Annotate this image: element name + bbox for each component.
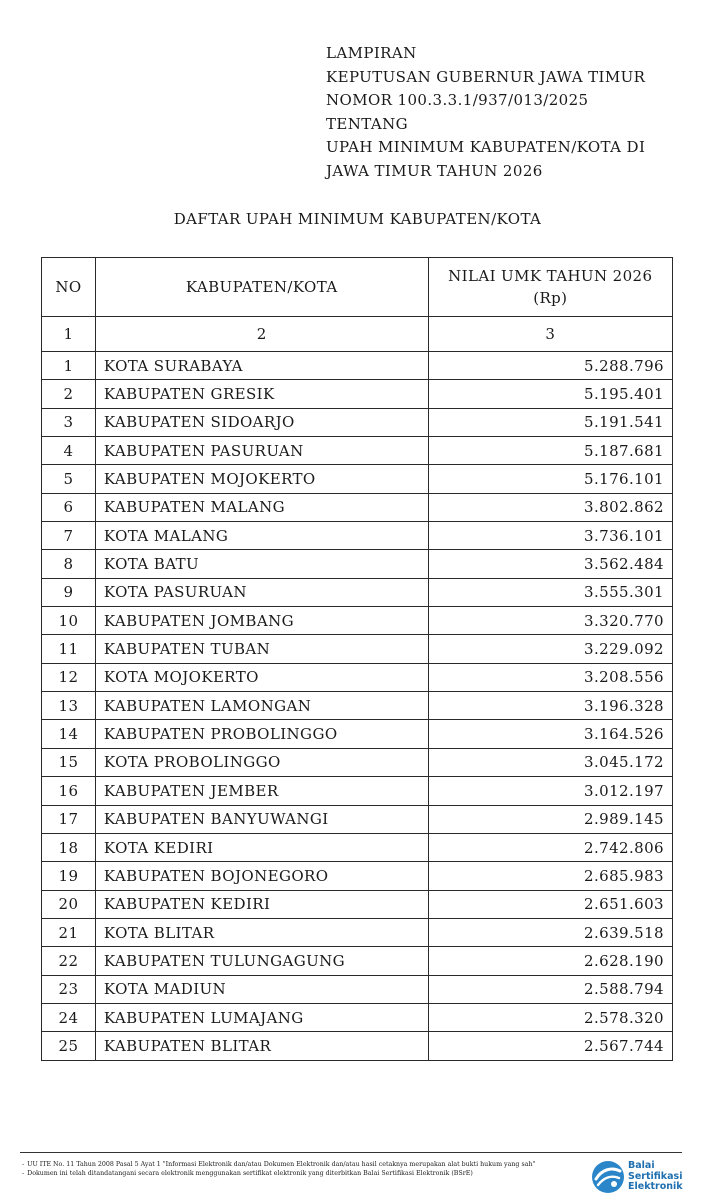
umk-value: 2.989.145 (428, 805, 672, 833)
region-name: KOTA KEDIRI (95, 833, 428, 861)
umk-value: 3.045.172 (428, 748, 672, 776)
umk-value: 3.208.556 (428, 663, 672, 691)
bsre-logo-line: Balai (628, 1160, 655, 1171)
row-number: 16 (42, 777, 96, 805)
column-header-value (428, 258, 672, 317)
umk-value: 3.802.862 (428, 493, 672, 521)
region-name: KABUPATEN BLITAR (95, 1032, 428, 1060)
row-number: 7 (42, 522, 96, 550)
column-header-value-title: NILAI UMK TAHUN 2026 (448, 267, 653, 285)
umk-value: 2.742.806 (428, 833, 672, 861)
row-number: 20 (42, 890, 96, 918)
region-name: KOTA MALANG (95, 522, 428, 550)
umk-table (41, 257, 673, 1061)
region-name: KABUPATEN LUMAJANG (95, 1003, 428, 1031)
row-number: 13 (42, 692, 96, 720)
region-name: KABUPATEN TULUNGAGUNG (95, 947, 428, 975)
row-number: 11 (42, 635, 96, 663)
region-name: KOTA BLITAR (95, 918, 428, 946)
table-row (42, 352, 673, 380)
region-name: KABUPATEN PASURUAN (95, 437, 428, 465)
column-number: 3 (428, 317, 672, 352)
umk-value: 3.320.770 (428, 607, 672, 635)
row-number: 22 (42, 947, 96, 975)
table-row (42, 437, 673, 465)
table-row (42, 550, 673, 578)
row-number: 17 (42, 805, 96, 833)
table-body (42, 352, 673, 1061)
column-header-no: NO (42, 258, 96, 317)
umk-value: 2.578.320 (428, 1003, 672, 1031)
region-name: KOTA MOJOKERTO (95, 663, 428, 691)
region-name: KABUPATEN GRESIK (95, 380, 428, 408)
umk-value: 2.651.603 (428, 890, 672, 918)
footer-note: - UU ITE No. 11 Tahun 2008 Pasal 5 Ayat 1 "Informasi Elektronik dan/atau Dokumen Elektronik dan/atau hasil cetaknya merupakan alat bukti hukum yang sah" (22, 1161, 536, 1168)
umk-value: 5.191.541 (428, 408, 672, 436)
table-row (42, 947, 673, 975)
row-number: 3 (42, 408, 96, 436)
region-name: KABUPATEN BANYUWANGI (95, 805, 428, 833)
region-name: KABUPATEN TUBAN (95, 635, 428, 663)
column-number-row (42, 317, 673, 352)
region-name: KABUPATEN JOMBANG (95, 607, 428, 635)
table-row (42, 890, 673, 918)
table-row (42, 635, 673, 663)
umk-value: 2.685.983 (428, 862, 672, 890)
table-row (42, 663, 673, 691)
table-row (42, 522, 673, 550)
row-number: 25 (42, 1032, 96, 1060)
row-number: 4 (42, 437, 96, 465)
table-row (42, 918, 673, 946)
region-name: KOTA BATU (95, 550, 428, 578)
umk-value: 5.195.401 (428, 380, 672, 408)
row-number: 18 (42, 833, 96, 861)
umk-value: 3.012.197 (428, 777, 672, 805)
footer-notes (22, 1160, 535, 1178)
region-name: KABUPATEN SIDOARJO (95, 408, 428, 436)
table-row (42, 833, 673, 861)
row-number: 6 (42, 493, 96, 521)
umk-value: 2.628.190 (428, 947, 672, 975)
document-title: DAFTAR UPAH MINIMUM KABUPATEN/KOTA (173, 210, 542, 228)
row-number: 24 (42, 1003, 96, 1031)
umk-value: 5.187.681 (428, 437, 672, 465)
row-number: 19 (42, 862, 96, 890)
row-number: 14 (42, 720, 96, 748)
umk-value: 3.164.526 (428, 720, 672, 748)
bsre-logo-line: Elektronik (628, 1181, 683, 1192)
table-row (42, 1032, 673, 1060)
header-line-lampiran: LAMPIRAN (326, 44, 417, 62)
table-row (42, 862, 673, 890)
region-name: KOTA MADIUN (95, 975, 428, 1003)
footer-note: - Dokumen ini telah ditandatangani secara elektronik menggunakan sertifikat elektronik yang diterbitkan Balai Sertifikasi Elektronik (BSrE) (22, 1170, 473, 1177)
umk-value: 3.229.092 (428, 635, 672, 663)
footer-divider (20, 1152, 682, 1153)
row-number: 2 (42, 380, 96, 408)
document-header (326, 42, 645, 183)
table-row (42, 805, 673, 833)
bsre-logo-text (628, 1161, 683, 1193)
row-number: 10 (42, 607, 96, 635)
umk-value: 5.176.101 (428, 465, 672, 493)
region-name: KABUPATEN JEMBER (95, 777, 428, 805)
column-header-name: KABUPATEN/KOTA (95, 258, 428, 317)
table-row (42, 748, 673, 776)
table-row (42, 720, 673, 748)
header-line-nomor: NOMOR 100.3.3.1/937/013/2025 (326, 91, 589, 109)
table-row (42, 607, 673, 635)
table-row (42, 692, 673, 720)
table-row (42, 465, 673, 493)
region-name: KOTA PROBOLINGGO (95, 748, 428, 776)
umk-value: 3.562.484 (428, 550, 672, 578)
table-row (42, 975, 673, 1003)
header-line-tentang: TENTANG (326, 114, 409, 133)
umk-value: 2.567.744 (428, 1032, 672, 1060)
table-header-row (42, 258, 673, 317)
table-row (42, 493, 673, 521)
region-name: KABUPATEN LAMONGAN (95, 692, 428, 720)
umk-value: 3.736.101 (428, 522, 672, 550)
bsre-logo-line: Sertifikasi (628, 1170, 683, 1182)
region-name: KOTA PASURUAN (95, 578, 428, 606)
column-header-value-unit: (Rp) (533, 289, 568, 307)
region-name: KABUPATEN KEDIRI (95, 890, 428, 918)
table-row (42, 777, 673, 805)
region-name: KOTA SURABAYA (95, 352, 428, 380)
bsre-logo (590, 1157, 690, 1197)
row-number: 1 (42, 352, 96, 380)
bsre-logo-icon (590, 1159, 626, 1195)
umk-value: 2.588.794 (428, 975, 672, 1003)
region-name: KABUPATEN MOJOKERTO (95, 465, 428, 493)
row-number: 15 (42, 748, 96, 776)
header-line-keputusan: KEPUTUSAN GUBERNUR JAWA TIMUR (326, 67, 646, 86)
row-number: 12 (42, 663, 96, 691)
footer-note-text: UU ITE No. 11 Tahun 2008 Pasal 5 Ayat 1 "Informasi Elektronik dan/atau Dokumen Elektronik dan/atau hasil cetaknya merupakan alat bukti hukum yang sah" (27, 1161, 536, 1168)
row-number: 9 (42, 578, 96, 606)
table-row (42, 1003, 673, 1031)
column-number: 1 (42, 317, 96, 352)
row-number: 5 (42, 465, 96, 493)
header-line-subject-1: UPAH MINIMUM KABUPATEN/KOTA DI (326, 138, 646, 156)
umk-value: 3.196.328 (428, 692, 672, 720)
umk-value: 5.288.796 (428, 352, 672, 380)
table-row (42, 380, 673, 408)
row-number: 23 (42, 975, 96, 1003)
footer-note-text: Dokumen ini telah ditandatangani secara elektronik menggunakan sertifikat elektronik yang diterbitkan Balai Sertifikasi Elektronik (BSrE) (27, 1170, 473, 1177)
column-number: 2 (95, 317, 428, 352)
umk-value: 3.555.301 (428, 578, 672, 606)
table-row (42, 578, 673, 606)
row-number: 21 (42, 918, 96, 946)
region-name: KABUPATEN PROBOLINGGO (95, 720, 428, 748)
region-name: KABUPATEN BOJONEGORO (95, 862, 428, 890)
row-number: 8 (42, 550, 96, 578)
header-line-subject-2: JAWA TIMUR TAHUN 2026 (326, 161, 543, 180)
region-name: KABUPATEN MALANG (95, 493, 428, 521)
umk-value: 2.639.518 (428, 918, 672, 946)
table-row (42, 408, 673, 436)
